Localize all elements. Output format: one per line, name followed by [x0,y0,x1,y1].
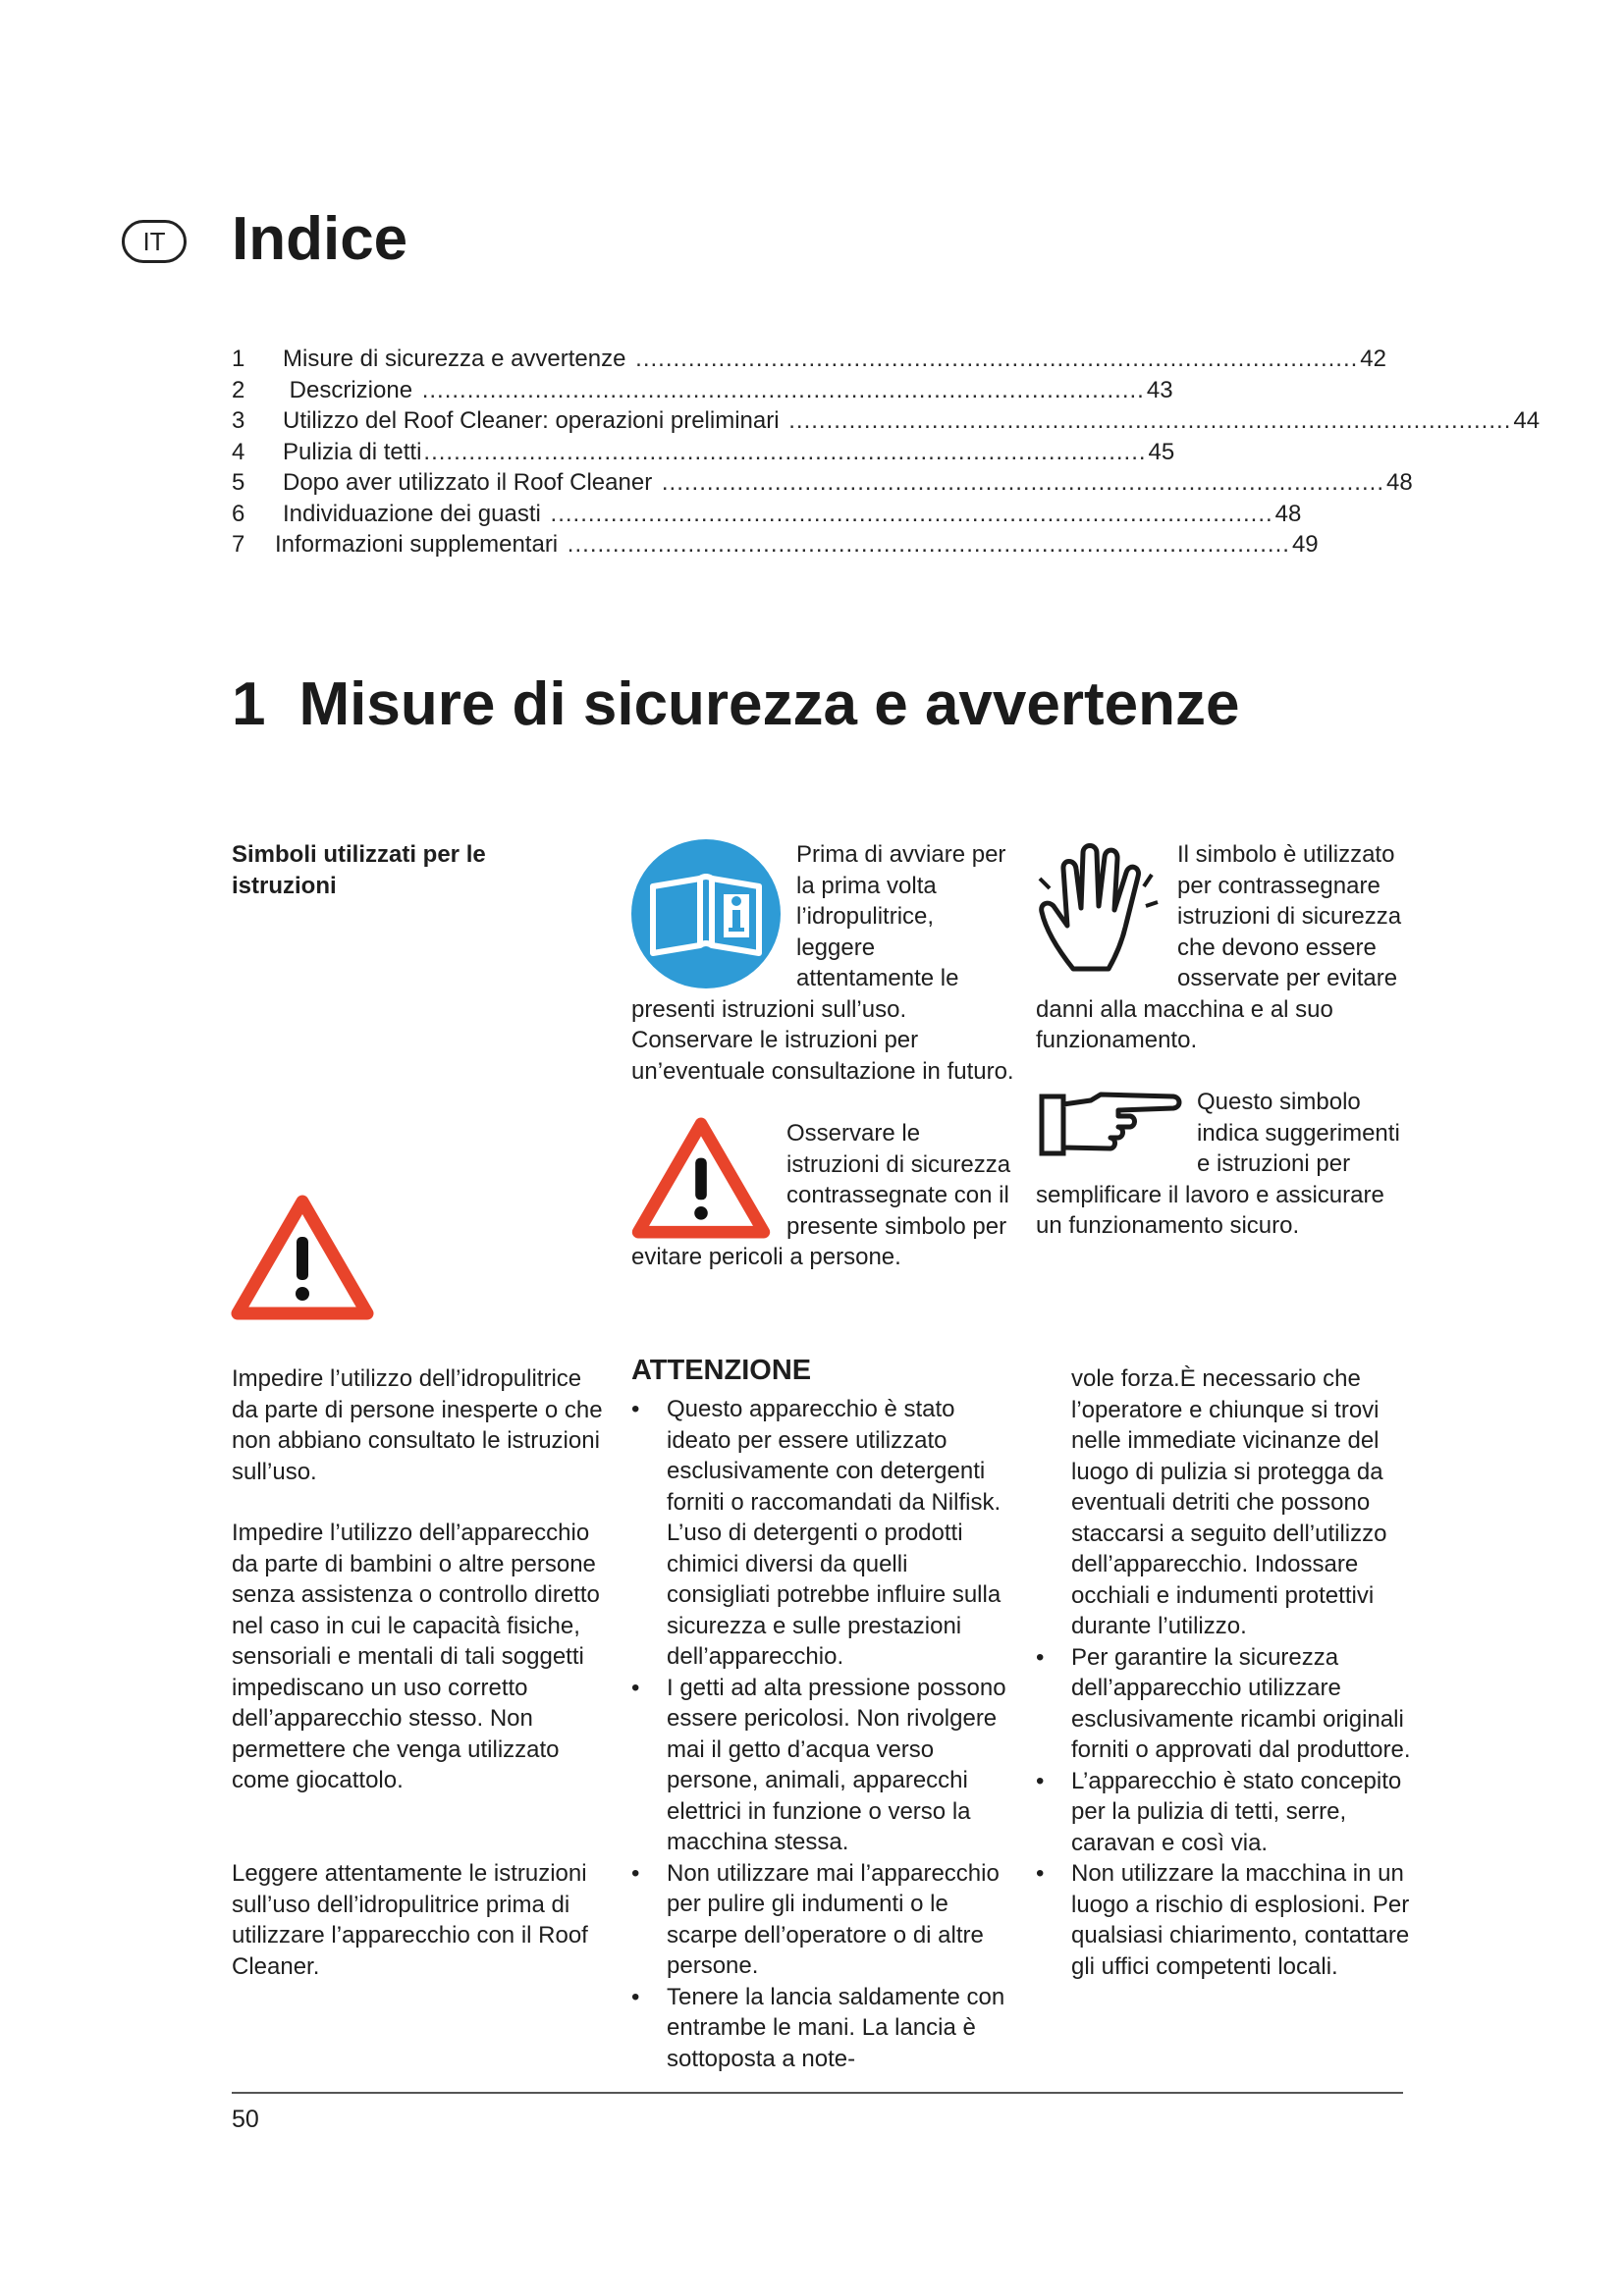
toc-entry-title: Informazioni supplementari [275,531,559,558]
symbol-book-block [631,839,1014,1087]
attention-list-middle [631,1394,1009,2074]
toc-entry-page: 44 [1513,407,1541,434]
language-code: IT [142,226,166,256]
toc-entry-title: Descrizione [283,376,413,403]
toc-entry[interactable] [232,405,1541,437]
symbol-pointer-block [1036,1087,1404,1242]
page-number: 50 [232,2106,259,2133]
toc-entry[interactable] [232,499,1302,530]
toc-entry-number: 4 [232,438,245,465]
table-of-contents [232,344,1541,561]
stop-hand-icon [1036,839,1164,983]
toc-entry-title: Individuazione dei guasti [283,500,541,527]
toc-entry-title: Dopo aver utilizzato il Roof Cleaner [283,469,653,496]
toc-entry-page: 48 [1274,500,1302,527]
toc-leader-dots: ................................................................................................ [627,346,1359,372]
pointer-symbol-text: Questo simbolo indica suggerimenti e istruzioni per semplificare il lavoro e assicurare un funzionamento sicuro. [1036,1089,1400,1239]
toc-entry-number: 1 [232,346,245,372]
symbol-warning-block [631,1118,1014,1273]
toc-entry-page: 45 [1148,438,1175,465]
toc-entry[interactable] [232,467,1413,499]
paragraph: Impedire l’utilizzo dell’apparecchio da parte di bambini o altre persone senza assistenza o controllo diretto nel caso in cui le capacità fisiche, sensoriali e mentali di tali soggetti impediscano un uso corretto dell’apparecchio stesso. Non permettere che venga utilizzato come giocattolo. [232,1520,600,1793]
warning-symbol-text: Osservare le istruzioni di sicurezza contrassegnate con il presente simbolo per evitare pericoli a persone. [631,1120,1011,1270]
section-number: 1 [232,670,266,738]
symbols-heading: Simboli utilizzati per le istruzioni [232,841,486,899]
attention-list-right [1036,1363,1414,1982]
list-item: • Tenere la lancia saldamente con entrambe le mani. La lancia è sottoposta a note- [631,1982,1009,2075]
list-item: • Non utilizzare la macchina in un luogo a rischio di esplosioni. Per qualsiasi chiarimento, contattare gli uffici competenti locali. [1036,1858,1414,1982]
hand-symbol-text: Il simbolo è utilizzato per contrassegnare istruzioni di sicurezza che devono essere osservate per evitare danni alla macchina e al suo funzionamento. [1036,841,1402,1053]
toc-entry-page: 42 [1360,346,1386,372]
section-heading [232,666,1240,744]
toc-entry[interactable] [232,375,1173,406]
toc-entry-number: 2 [232,376,245,403]
toc-leader-dots: ................................................................................................ [542,500,1273,527]
toc-entry-number: 7 [232,531,245,558]
toc-entry[interactable] [232,529,1319,561]
symbol-hand-block [1036,839,1404,1056]
toc-entry[interactable] [232,344,1386,375]
toc-entry-number: 5 [232,469,245,496]
footer-divider [232,2092,1403,2094]
list-item: • L’apparecchio è stato concepito per la pulizia di tetti, serre, caravan e così via. [1036,1766,1414,1859]
list-item-continuation: vole forza.È necessario che l’operatore e chiunque si trovi nelle immediate vicinanze del luogo di pulizia si protegga da eventuali detriti che possono staccarsi a seguito dell’utilizzo dell’apparecchio. Indossare occhiali e indumenti protettivi durante l’utilizzo. [1071,1365,1387,1639]
toc-entry-page: 49 [1291,531,1319,558]
list-item: • Per garantire la sicurezza dell’apparecchio utilizzare esclusivamente ricambi originali forniti o approvati dal produttore. [1036,1642,1414,1766]
toc-entry-number: 3 [232,407,245,434]
toc-leader-dots: ................................................................................................ [654,469,1384,496]
warning-icon [631,1118,771,1238]
section-title: Misure di sicurezza e avvertenze [298,670,1240,738]
list-item: • Questo apparecchio è stato ideato per essere utilizzato esclusivamente con detergenti forniti o raccomandati da Nilfisk. L’uso di detergenti o prodotti chimici diversi da quelli consigliati potrebbe influire sulla sicurezza e sulle prestazioni dell’apparecchio. [631,1394,1009,1673]
toc-leader-dots: ................................................................................................ [781,407,1512,434]
paragraph: Impedire l’utilizzo dell’idropulitrice da parte di persone inesperte o che non abbiano consultato le istruzioni sull’uso. [232,1365,603,1485]
list-item: • Non utilizzare mai l’apparecchio per pulire gli indumenti o le scarpe dell’operatore o di altre persone. [631,1858,1009,1982]
toc-leader-dots: ................................................................................................ [560,531,1290,558]
paragraph: Leggere attentamente le istruzioni sull’uso dell’idropulitrice prima di utilizzare l’apparecchio con il Roof Cleaner. [232,1860,588,1980]
warning-icon [232,1196,373,1319]
toc-entry[interactable] [232,437,1175,468]
toc-leader-dots: ................................................................................................ [423,438,1147,465]
toc-entry-page: 48 [1385,469,1413,496]
attention-heading: ATTENZIONE [631,1355,812,1386]
manual-info-icon [631,839,781,988]
language-badge [122,220,187,263]
toc-entry-number: 6 [232,500,245,527]
toc-entry-page: 43 [1146,376,1173,403]
toc-entry-title: Misure di sicurezza e avvertenze [283,346,626,372]
list-item: • I getti ad alta pressione possono essere pericolosi. Non rivolgere mai il getto d’acqua verso persone, animali, apparecchi elettrici in funzione o verso la macchina stessa. [631,1673,1009,1858]
page-title: Indice [232,205,408,273]
toc-entry-title: Utilizzo del Roof Cleaner: operazioni preliminari [283,407,780,434]
toc-entry-title: Pulizia di tetti [283,438,422,465]
book-symbol-text: Prima di avviare per la prima volta l’idropulitrice, leggere attentamente le presenti istruzioni sull’uso. Conservare le istruzioni per un’eventuale consultazione in futuro. [631,841,1014,1085]
toc-leader-dots: ................................................................................................ [414,376,1145,403]
pointing-hand-icon [1036,1087,1183,1163]
